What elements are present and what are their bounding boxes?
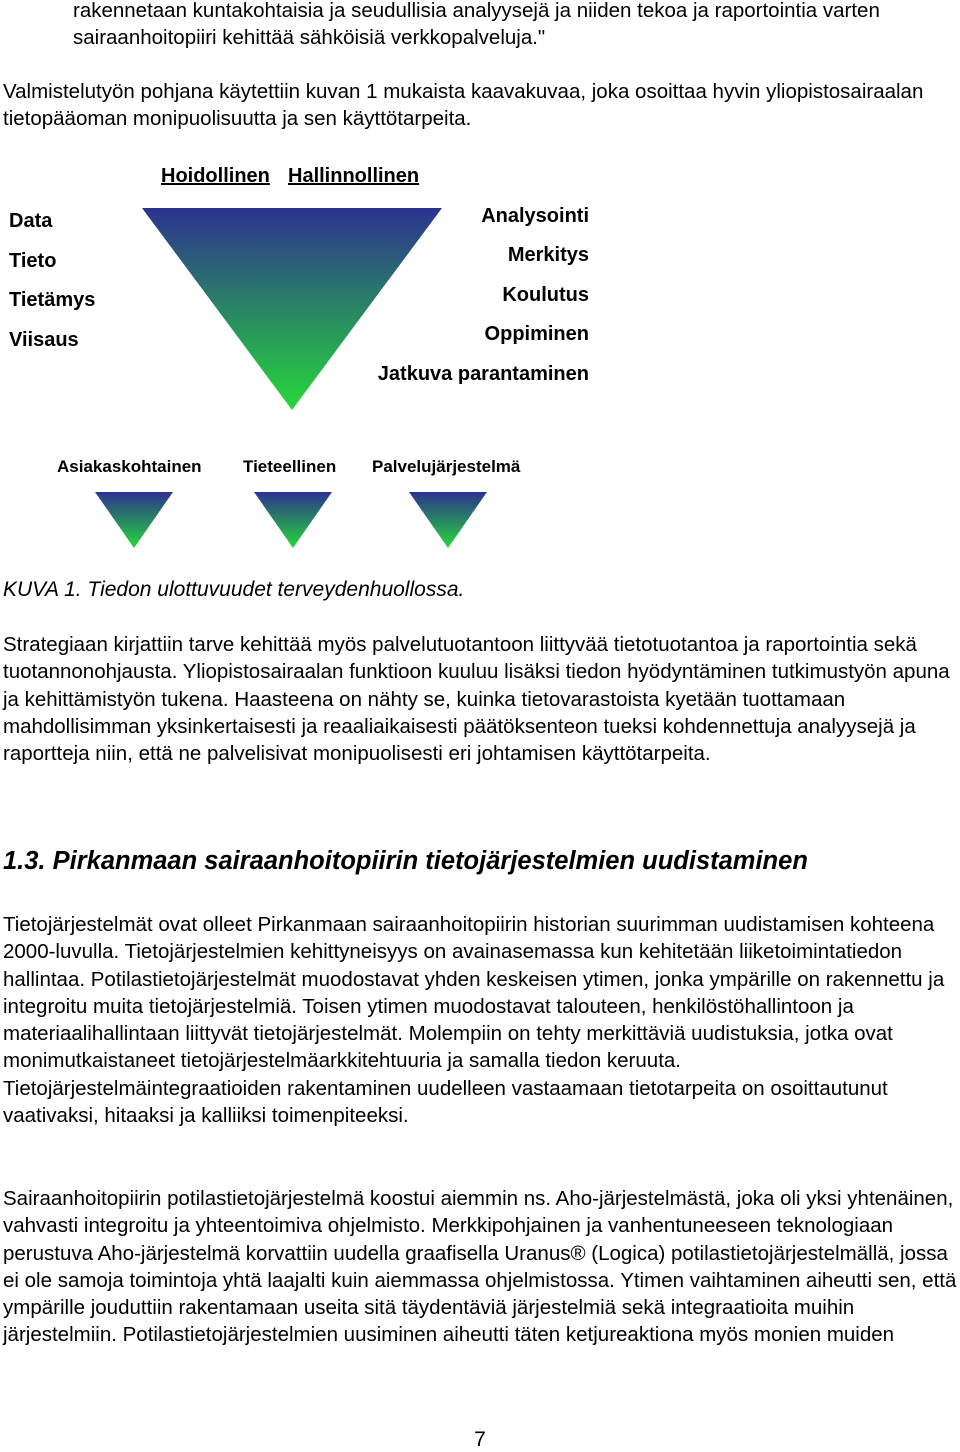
label-tietamys: Tietämys: [9, 289, 96, 311]
lead-paragraph: Valmistelutyön pohjana käytettiin kuvan 1 mukaista kaavakuvaa, joka osoittaa hyvin yliopistosairaalan tietopääoman monipuolisuutta ja sen käyttötarpeita.: [3, 80, 924, 131]
small-triangle-tieteellinen: [253, 492, 333, 550]
label-tieteellinen: Tieteellinen: [243, 457, 337, 476]
page-number: 7: [474, 1428, 486, 1451]
paragraph-patient-systems: Sairaanhoitopiirin potilastietojärjestelmä koostui aiemmin ns. Aho-järjestelmästä, joka oli yksi yhtenäinen, vahvasti integroitu ja yhteentoimiva ohjelmisto. Merkkipohjainen ja vanhentuneeseen teknologiaan perustuva Aho-järjestelmä korvattiin uudella graafisella Uranus® (Logica) potilastietojärjestelmällä, jossa ei ole samoja toimintoja yhtä laajalti kuin aiemmassa ohjelmistossa. Ytimen vaihtaminen aiheutti sen, että ympärille jouduttiin rakentamaan useita sitä täydentäviä järjestelmiä sekä integraatioita muihin järjestelmiin. Potilastietojärjestelmien uusiminen aiheutti täten ketjureaktiona myös monien muiden: [3, 1187, 957, 1347]
small-triangle-palvelujarjestelma: [408, 492, 488, 550]
label-oppiminen: Oppiminen: [484, 323, 589, 345]
label-jatkuva-parantaminen: Jatkuva parantaminen: [377, 363, 589, 385]
paragraph-strategy: Strategiaan kirjattiin tarve kehittää myös palvelutuotantoon liittyvää tietotuotantoa ja raportointia sekä tuotannonohjausta. Yliopistosairaalan funktioon kuuluu lisäksi tiedon hyödyntäminen tutkimustyön apuna ja kehittämistyön tukena. Haasteena on nähty se, kuinka tietovarastoista kyetään tuottamaan mahdollisimman yksinkertaisesti ja reaaliaikaisesti päätöksenteon tueksi kohdennettuja analyysejä ja raportteja niin, että ne palvelisivat monipuolisesti eri johtamisen käyttötarpeita.: [3, 633, 950, 766]
paragraph-systems: Tietojärjestelmät ovat olleet Pirkanmaan sairaanhoitopiirin historian suurimman uudistamisen kohteena 2000-luvulla. Tietojärjestelmien kehittyneisyys on avainasemassa kun kehitetään liiketoimintatiedon hallintaa. Potilastietojärjestelmät muodostavat yhden keskeisen ytimen, jonka ympärille on rakennettu ja integroitu muita tietojärjestelmiä. Toisen ytimen muodostavat talouteen, henkilöstöhallintoon ja materiaalihallintaan liittyvät tietojärjestelmät. Molempiin on tehty merkittäviä uudistuksia, jotka ovat monimutkaistaneet tietojärjestelmäarkkitehtuuria ja samalla tiedon keruuta. Tietojärjestelmäintegraatioiden rakentaminen uudelleen vastaamaan tietotarpeita on osoittautunut vaativaksi, hitaaksi ja kalliiksi toimenpiteeksi.: [3, 913, 945, 1128]
label-asiakaskohtainen: Asiakaskohtainen: [57, 457, 202, 476]
quote-tail-paragraph: rakennetaan kuntakohtaisia ja seudullisia analyysejä ja niiden tekoa ja raportointia varten sairaanhoitopiiri kehittää sähköisiä verkkopalveluja.": [73, 0, 880, 50]
label-koulutus: Koulutus: [502, 284, 589, 306]
section-heading: 1.3. Pirkanmaan sairaanhoitopiirin tietojärjestelmien uudistaminen: [3, 847, 808, 875]
label-tieto: Tieto: [9, 250, 57, 272]
label-analysointi: Analysointi: [481, 205, 589, 227]
label-hoidollinen: Hoidollinen: [161, 165, 270, 187]
label-merkitys: Merkitys: [507, 244, 589, 266]
label-viisaus: Viisaus: [9, 329, 79, 351]
small-triangle-asiakaskohtainen: [94, 492, 174, 550]
figure-caption: KUVA 1. Tiedon ulottuvuudet terveydenhuollossa.: [3, 578, 465, 601]
label-data: Data: [9, 210, 53, 232]
label-hallinnollinen: Hallinnollinen: [288, 165, 420, 187]
label-palvelujarjestelma: Palvelujärjestelmä: [372, 457, 521, 476]
